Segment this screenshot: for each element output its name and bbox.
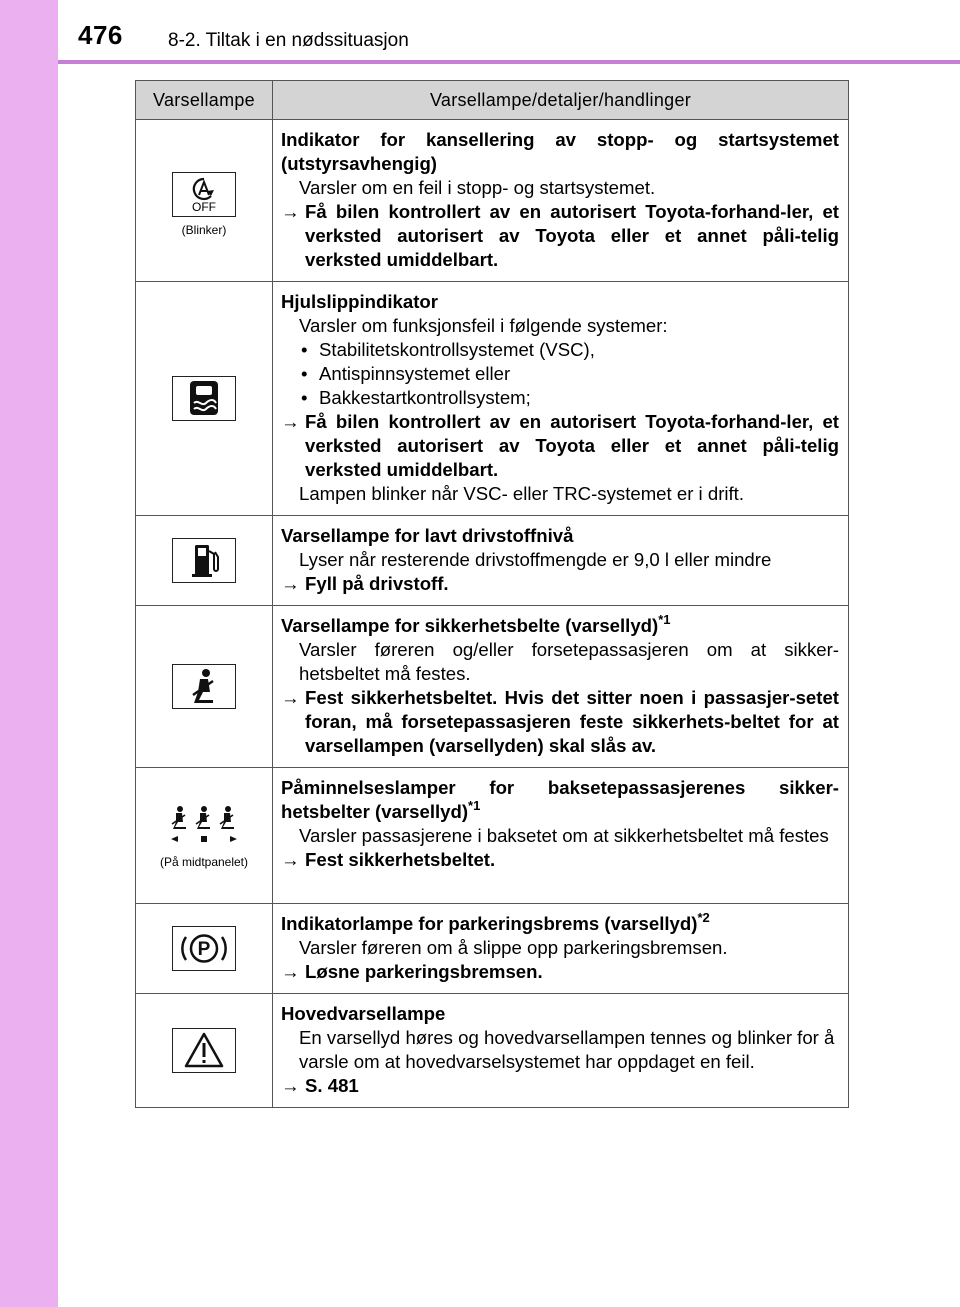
lamp-action [281, 200, 839, 272]
lamp-title: Indikatorlampe for parkeringsbrems (varsellyd)$^{*2}$ [281, 910, 710, 934]
arrow-icon: → [281, 961, 300, 982]
column-header-details: Varsellampe/detaljer/handlinger [273, 81, 849, 120]
lamp-description: Varsler føreren og/eller forsetepassasjeren om at sikker-hetsbeltet må festes. [299, 639, 839, 684]
text-cell [273, 282, 849, 516]
table-row [136, 516, 849, 606]
seatbelt-icon [172, 664, 236, 709]
lamp-action [281, 960, 839, 984]
lamp-description: Varsler føreren om å slippe opp parkeringsbremsen. [299, 937, 728, 958]
lamp-description: Varsler om en feil i stopp- og startsystemet. [299, 177, 656, 198]
text-cell [273, 120, 849, 282]
icon-off-label: OFF [192, 200, 216, 214]
list-item: • Bakkestartkontrollsystem; [301, 387, 531, 408]
table-row [136, 282, 849, 516]
arrow-icon: → [281, 573, 300, 594]
icon-cell [136, 606, 273, 768]
text-cell [273, 516, 849, 606]
lamp-description: Varsler om funksjonsfeil i følgende systemer: [299, 315, 668, 336]
text-cell [273, 768, 849, 904]
table-row [136, 994, 849, 1108]
icon-cell [136, 768, 273, 904]
page-reference-link[interactable]: S. 481 [305, 1075, 359, 1096]
slip-indicator-icon [172, 376, 236, 421]
arrow-icon: → [281, 687, 300, 708]
table-row [136, 904, 849, 994]
lamp-title: Varsellampe for sikkerhetsbelte (varsellyd)$^{*1}$ [281, 612, 671, 636]
master-warning-icon [172, 1028, 236, 1073]
table-row [136, 768, 849, 904]
stop-start-off-icon [172, 172, 236, 217]
action-text: Få bilen kontrollert av en autorisert Toyota-forhand-ler, et verksted autorisert av Toyota eller et annet påli-telig verksted umiddelbart. [305, 201, 839, 270]
arrow-icon: → [281, 849, 300, 870]
parking-brake-icon [172, 926, 236, 971]
lamp-action [281, 572, 839, 596]
arrow-icon: → [281, 201, 300, 222]
icon-cell [136, 282, 273, 516]
action-text: Løsne parkeringsbremsen. [305, 961, 543, 982]
lamp-title: Hovedvarsellampe [281, 1003, 446, 1024]
header-divider [58, 60, 960, 64]
arrow-icon: → [281, 411, 300, 432]
icon-cell [136, 994, 273, 1108]
footnote-marker: *1 [468, 798, 481, 813]
lamp-action [281, 1074, 839, 1098]
table-row [136, 120, 849, 282]
lamp-description: Varsler passasjerene i baksetet om at sikkerhetsbeltet må festes [299, 825, 829, 846]
list-item: • Antispinnsystemet eller [301, 363, 511, 384]
text-cell [273, 904, 849, 994]
text-cell [273, 994, 849, 1108]
icon-cell [136, 516, 273, 606]
footnote-marker: *2 [697, 910, 710, 925]
fuel-pump-icon [172, 538, 236, 583]
lamp-description: En varsellyd høres og hovedvarsellampen tennes og blinker for å varsle om at hovedvarselsystemet har oppdaget en feil. [299, 1027, 835, 1072]
lamp-action [281, 686, 839, 758]
list-item: • Stabilitetskontrollsystemet (VSC), [301, 339, 595, 360]
action-text: Fest sikkerhetsbeltet. [305, 849, 496, 870]
lamp-title: Indikator for kansellering av stopp- og startsystemet (utstyrsavhengig) [281, 129, 839, 174]
lamp-title: Varsellampe for lavt drivstoffnivå [281, 525, 574, 546]
warning-lights-table [135, 80, 849, 1108]
rear-seatbelt-reminder-icon [168, 803, 240, 849]
action-text: Fest sikkerhetsbeltet. Hvis det sitter noen i passasjer-setet foran, må forsetepassasjeren feste sikkerhets-beltet for at varsellampen (varsellyden) skal slås av. [305, 687, 839, 756]
text-cell [273, 606, 849, 768]
footnote-marker: *1 [658, 612, 671, 627]
lamp-title: Påminnelseslamper for baksetepassasjerenes sikker-hetsbelter (varsellyd)$^{*1}$ [281, 777, 839, 822]
column-header-lamp: Varsellampe [136, 81, 273, 120]
lamp-description: Lyser når resterende drivstoffmengde er 9,0 l eller mindre [299, 549, 772, 570]
lamp-action [281, 848, 839, 872]
table-row [136, 606, 849, 768]
lamp-note: Lampen blinker når VSC- eller TRC-systemet er i drift. [299, 483, 745, 504]
icon-caption: (På midtpanelet) [159, 854, 249, 869]
svg-text:P: P [197, 939, 211, 960]
table-header-row [136, 81, 849, 120]
action-text: Få bilen kontrollert av en autorisert Toyota-forhand-ler, et verksted autorisert av Toyota eller et annet påli-telig verksted umiddelbart. [305, 411, 839, 480]
lamp-title: Hjulslippindikator [281, 291, 439, 312]
side-tab [0, 0, 58, 1307]
icon-cell [136, 120, 273, 282]
lamp-action [281, 410, 839, 482]
page-number: 476 [78, 20, 123, 50]
section-title: 8-2. Tiltak i en nødssituasjon [168, 30, 409, 51]
arrow-icon: → [281, 1075, 300, 1096]
action-text: Fyll på drivstoff. [305, 573, 449, 594]
icon-caption: (Blinker) [181, 223, 227, 237]
icon-cell [136, 904, 273, 994]
